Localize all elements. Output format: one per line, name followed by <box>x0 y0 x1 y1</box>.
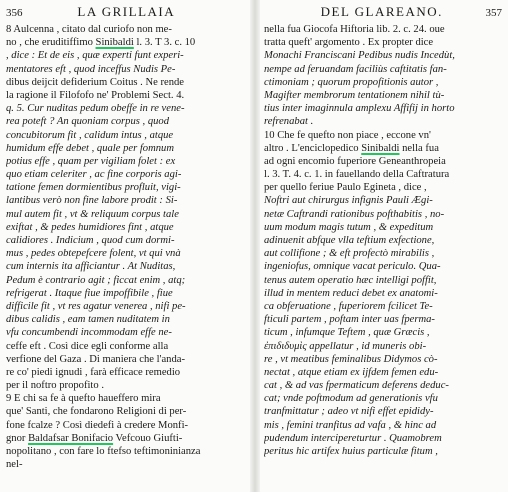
line-text: ticum , infumque Teftem , quæ Græcis , <box>264 327 430 339</box>
line-text: re , vt meatibus feminalibus Didymos cò- <box>264 353 438 365</box>
line-text: , dice : Et de eis , quæ experti funt experi- <box>6 50 184 62</box>
line-text: la ragione il Filofofo ne' Problemi Sect. 4. <box>6 89 185 101</box>
line-text: nel- <box>6 459 23 471</box>
line-text: 9 E chi sa fe à quefto haueffero mira <box>6 393 161 405</box>
text-line <box>264 405 502 418</box>
text-line <box>6 419 244 432</box>
text-line <box>264 326 502 339</box>
highlighted-name: Sinibaldi <box>361 142 400 154</box>
line-text: potius effe , quam per vigiliam folet : ex <box>6 155 176 167</box>
text-line <box>264 419 502 432</box>
left-page-number: 356 <box>6 7 23 19</box>
text-line <box>6 300 244 313</box>
line-text: altro . L'enciclopedico <box>264 142 362 154</box>
text-line <box>264 340 502 353</box>
line-text: tranfmittatur ; adeo vt nifi effet epididy- <box>264 406 434 418</box>
line-text: illud in mentem reduci debet ex anatomi- <box>264 287 438 299</box>
line-text: peritus hic artifex huius particulæ fitum , <box>264 446 438 457</box>
text-line <box>264 36 502 49</box>
line-text: per quello feriue Paulo Egineta , dice , <box>264 182 427 194</box>
line-text: netæ Caftrandi rationibus pofthabitis , no- <box>264 208 445 220</box>
line-text: tius inter imaginnula amplexu Affifij in horto <box>264 103 455 115</box>
line-text: ca obferuatione , fuperiorem fcilicet Te- <box>264 300 433 312</box>
text-line <box>264 115 502 128</box>
line-text: refrigerat . Itaque fiue impoffibile , fiue <box>6 287 173 299</box>
line-text: rea poteft ? An quoniam corpus , quod <box>6 116 170 128</box>
line-text: Magifter membrorum tentationem nihil tù- <box>264 89 445 101</box>
text-line <box>6 89 244 102</box>
text-line <box>264 208 502 221</box>
left-page-text <box>6 23 244 471</box>
line-text: refrenabat . <box>264 116 314 128</box>
line-text: tratta queft' argomento . Ex propter dice <box>264 37 434 49</box>
text-line <box>264 274 502 287</box>
line-text: tatione femen dormientibus profluit, vigi- <box>6 182 181 194</box>
highlighted-name: Sinibaldi <box>95 37 134 49</box>
text-line <box>264 313 502 326</box>
text-line <box>6 208 244 221</box>
text-line <box>6 260 244 273</box>
text-line <box>6 36 244 49</box>
line-text: Monachi Franciscani Pedibus nudis Incedùt, <box>264 50 455 62</box>
text-line <box>264 155 502 168</box>
line-text: tenus autem operatio hæc intelligi poffit, <box>264 274 437 286</box>
text-line <box>264 23 502 36</box>
line-text: cat; vnde poftmodum ad generationis vfu <box>264 393 438 405</box>
line-text: l. 3. T 3. c. 10 <box>133 37 196 49</box>
line-text: aut collifione ; & eft profectò mirabilis , <box>264 248 435 260</box>
text-line <box>6 181 244 194</box>
text-line <box>6 326 244 339</box>
text-line <box>264 89 502 102</box>
text-line <box>6 366 244 379</box>
line-text: Pedum è contrario agit ; ficcat enim , atq; <box>6 274 186 286</box>
line-text: quo etiam celeriter , ac fine corporis agi- <box>6 169 182 181</box>
text-line <box>6 392 244 405</box>
text-line <box>264 353 502 366</box>
text-line <box>264 445 502 458</box>
text-line <box>264 129 502 142</box>
text-line <box>6 247 244 260</box>
line-text: mis , femini tranfitus ad vafa , & hinc ad <box>264 419 437 431</box>
text-line <box>264 49 502 62</box>
text-line <box>6 49 244 62</box>
left-running-title: LA GRILLAIA <box>77 4 176 19</box>
line-text: no , che eruditiffimo <box>6 37 96 49</box>
right-page-number: 357 <box>485 7 502 19</box>
line-text: concubitorum fit , calidum intus , atque <box>6 129 174 141</box>
line-text: cum internis ita afficiantur . At Nuditas, <box>6 261 176 273</box>
text-line <box>264 63 502 76</box>
right-page-text <box>264 23 502 458</box>
text-line <box>6 274 244 287</box>
line-text: dibus deijcit defiderium Coitus . Ne rende <box>6 76 184 88</box>
line-text: nectat , atque etiam ex ijfdem femen edu- <box>264 366 439 378</box>
text-line <box>264 366 502 379</box>
left-page-header <box>6 4 244 21</box>
text-line <box>264 300 502 313</box>
line-text: mul autem fit , vt & reliquum corpus tale <box>6 208 179 220</box>
line-text: ingeniofus, omnique vacat periculo. Qua- <box>264 261 441 273</box>
line-text: gnor <box>6 432 29 444</box>
text-line <box>6 313 244 326</box>
line-text: nella fua Giocofa Hiftoria lib. 2. c. 24. oue <box>264 24 445 35</box>
line-text: dibus calidis , eam tamen nuditatem in <box>6 314 170 326</box>
line-text: ἐπιδιδυμὶς appellatur , id muneris obi- <box>264 340 427 352</box>
text-line <box>6 458 244 471</box>
text-line <box>6 142 244 155</box>
text-line <box>6 405 244 418</box>
right-running-title: DEL GLAREANO. <box>320 4 443 19</box>
text-line <box>6 102 244 115</box>
line-text: mentatores eft , quod inceffus Nudis Pe- <box>6 63 176 75</box>
text-line <box>6 76 244 89</box>
text-line <box>264 234 502 247</box>
text-line <box>6 379 244 392</box>
line-text: ceffe eft . Così dice egli conforme alla <box>6 340 169 352</box>
line-text: 10 Che fe quefto non piace , eccone vn' <box>264 129 431 141</box>
line-text: calidiores . Indicium , quod cum dormi- <box>6 235 175 246</box>
line-text: nempe ad feruandam faciliùs caftitatis fan- <box>264 63 447 75</box>
line-text: lantibus verò non fine labore prodit : Si- <box>6 195 178 207</box>
text-line <box>264 181 502 194</box>
line-text: nella fua <box>399 142 439 154</box>
text-line <box>6 23 244 36</box>
text-line <box>6 129 244 142</box>
highlighted-name: Baldafsar Bonifacio <box>28 432 114 444</box>
text-line <box>264 102 502 115</box>
text-line <box>264 432 502 445</box>
text-line <box>6 115 244 128</box>
text-line <box>264 260 502 273</box>
line-text: mus , pedes obtepefcere folent, vt qui vnà <box>6 248 181 260</box>
line-text: fone fcalze ? Così diedefi à credere Monfi- <box>6 419 189 431</box>
line-text: ad ogni encomio fuperiore Geneanthropeia <box>264 155 446 167</box>
line-text: uum modum magis tutum , & expeditum <box>264 221 434 233</box>
text-line <box>264 76 502 89</box>
text-line <box>6 221 244 234</box>
line-text: nopolitano , con fare lo ftefso teftimoninianza <box>6 446 201 457</box>
line-text: vfu concumbendi incommodam effe ne- <box>6 327 172 339</box>
text-line <box>6 340 244 353</box>
text-line <box>264 247 502 260</box>
line-text: adinuenit abfque vlla teftium exfectione, <box>264 235 435 246</box>
right-page-header <box>264 4 502 21</box>
text-line <box>6 432 244 445</box>
text-line <box>6 168 244 181</box>
line-text: per il noftro propofito . <box>6 380 104 392</box>
line-text: Noftri aut chirurgus infignis Pauli Ægi- <box>264 195 433 207</box>
text-line <box>264 221 502 234</box>
line-text: cat , & ad vas fpermaticum deferens deduc- <box>264 380 449 392</box>
text-line <box>6 287 244 300</box>
line-text: ctimoniam ; quorum propofitionis autor , <box>264 76 439 88</box>
text-line <box>264 287 502 300</box>
left-page <box>0 0 252 492</box>
line-text: re co' piedi ignudi , farà efficace remedio <box>6 366 181 378</box>
text-line <box>6 194 244 207</box>
line-text: fticuli partem , poftam inter uas fperma- <box>264 314 435 326</box>
line-text: q. 5. Cur nuditas pedum obeffe in re vene- <box>6 103 185 115</box>
text-line <box>264 194 502 207</box>
line-text: que' Santi, che fondarono Religioni di per- <box>6 406 187 418</box>
line-text: l. 3. T. 4. c. 1. in fauellando della Caftratura <box>264 169 450 181</box>
line-text: verfione del Gaza . Di maniera che l'anda- <box>6 353 185 365</box>
text-line <box>264 142 502 155</box>
text-line <box>6 63 244 76</box>
text-line <box>264 392 502 405</box>
line-text: difficile fit , vt res agatur venerea , nifi pe- <box>6 300 186 312</box>
text-line <box>264 168 502 181</box>
line-text: exiftat , & pedes humidiores fint , atque <box>6 221 174 233</box>
line-text: humidum effe debet , quale per fomnum <box>6 142 174 154</box>
line-text: pudendum intercipereturtur . Quamobrem <box>264 432 442 444</box>
text-line <box>6 353 244 366</box>
right-page <box>258 0 508 492</box>
text-line <box>6 155 244 168</box>
line-text: Vefcouo Giufti- <box>113 432 183 444</box>
text-line <box>6 234 244 247</box>
text-line <box>6 445 244 458</box>
line-text: 8 Aulcenna , citato dal curiofo non me- <box>6 24 172 35</box>
text-line <box>264 379 502 392</box>
